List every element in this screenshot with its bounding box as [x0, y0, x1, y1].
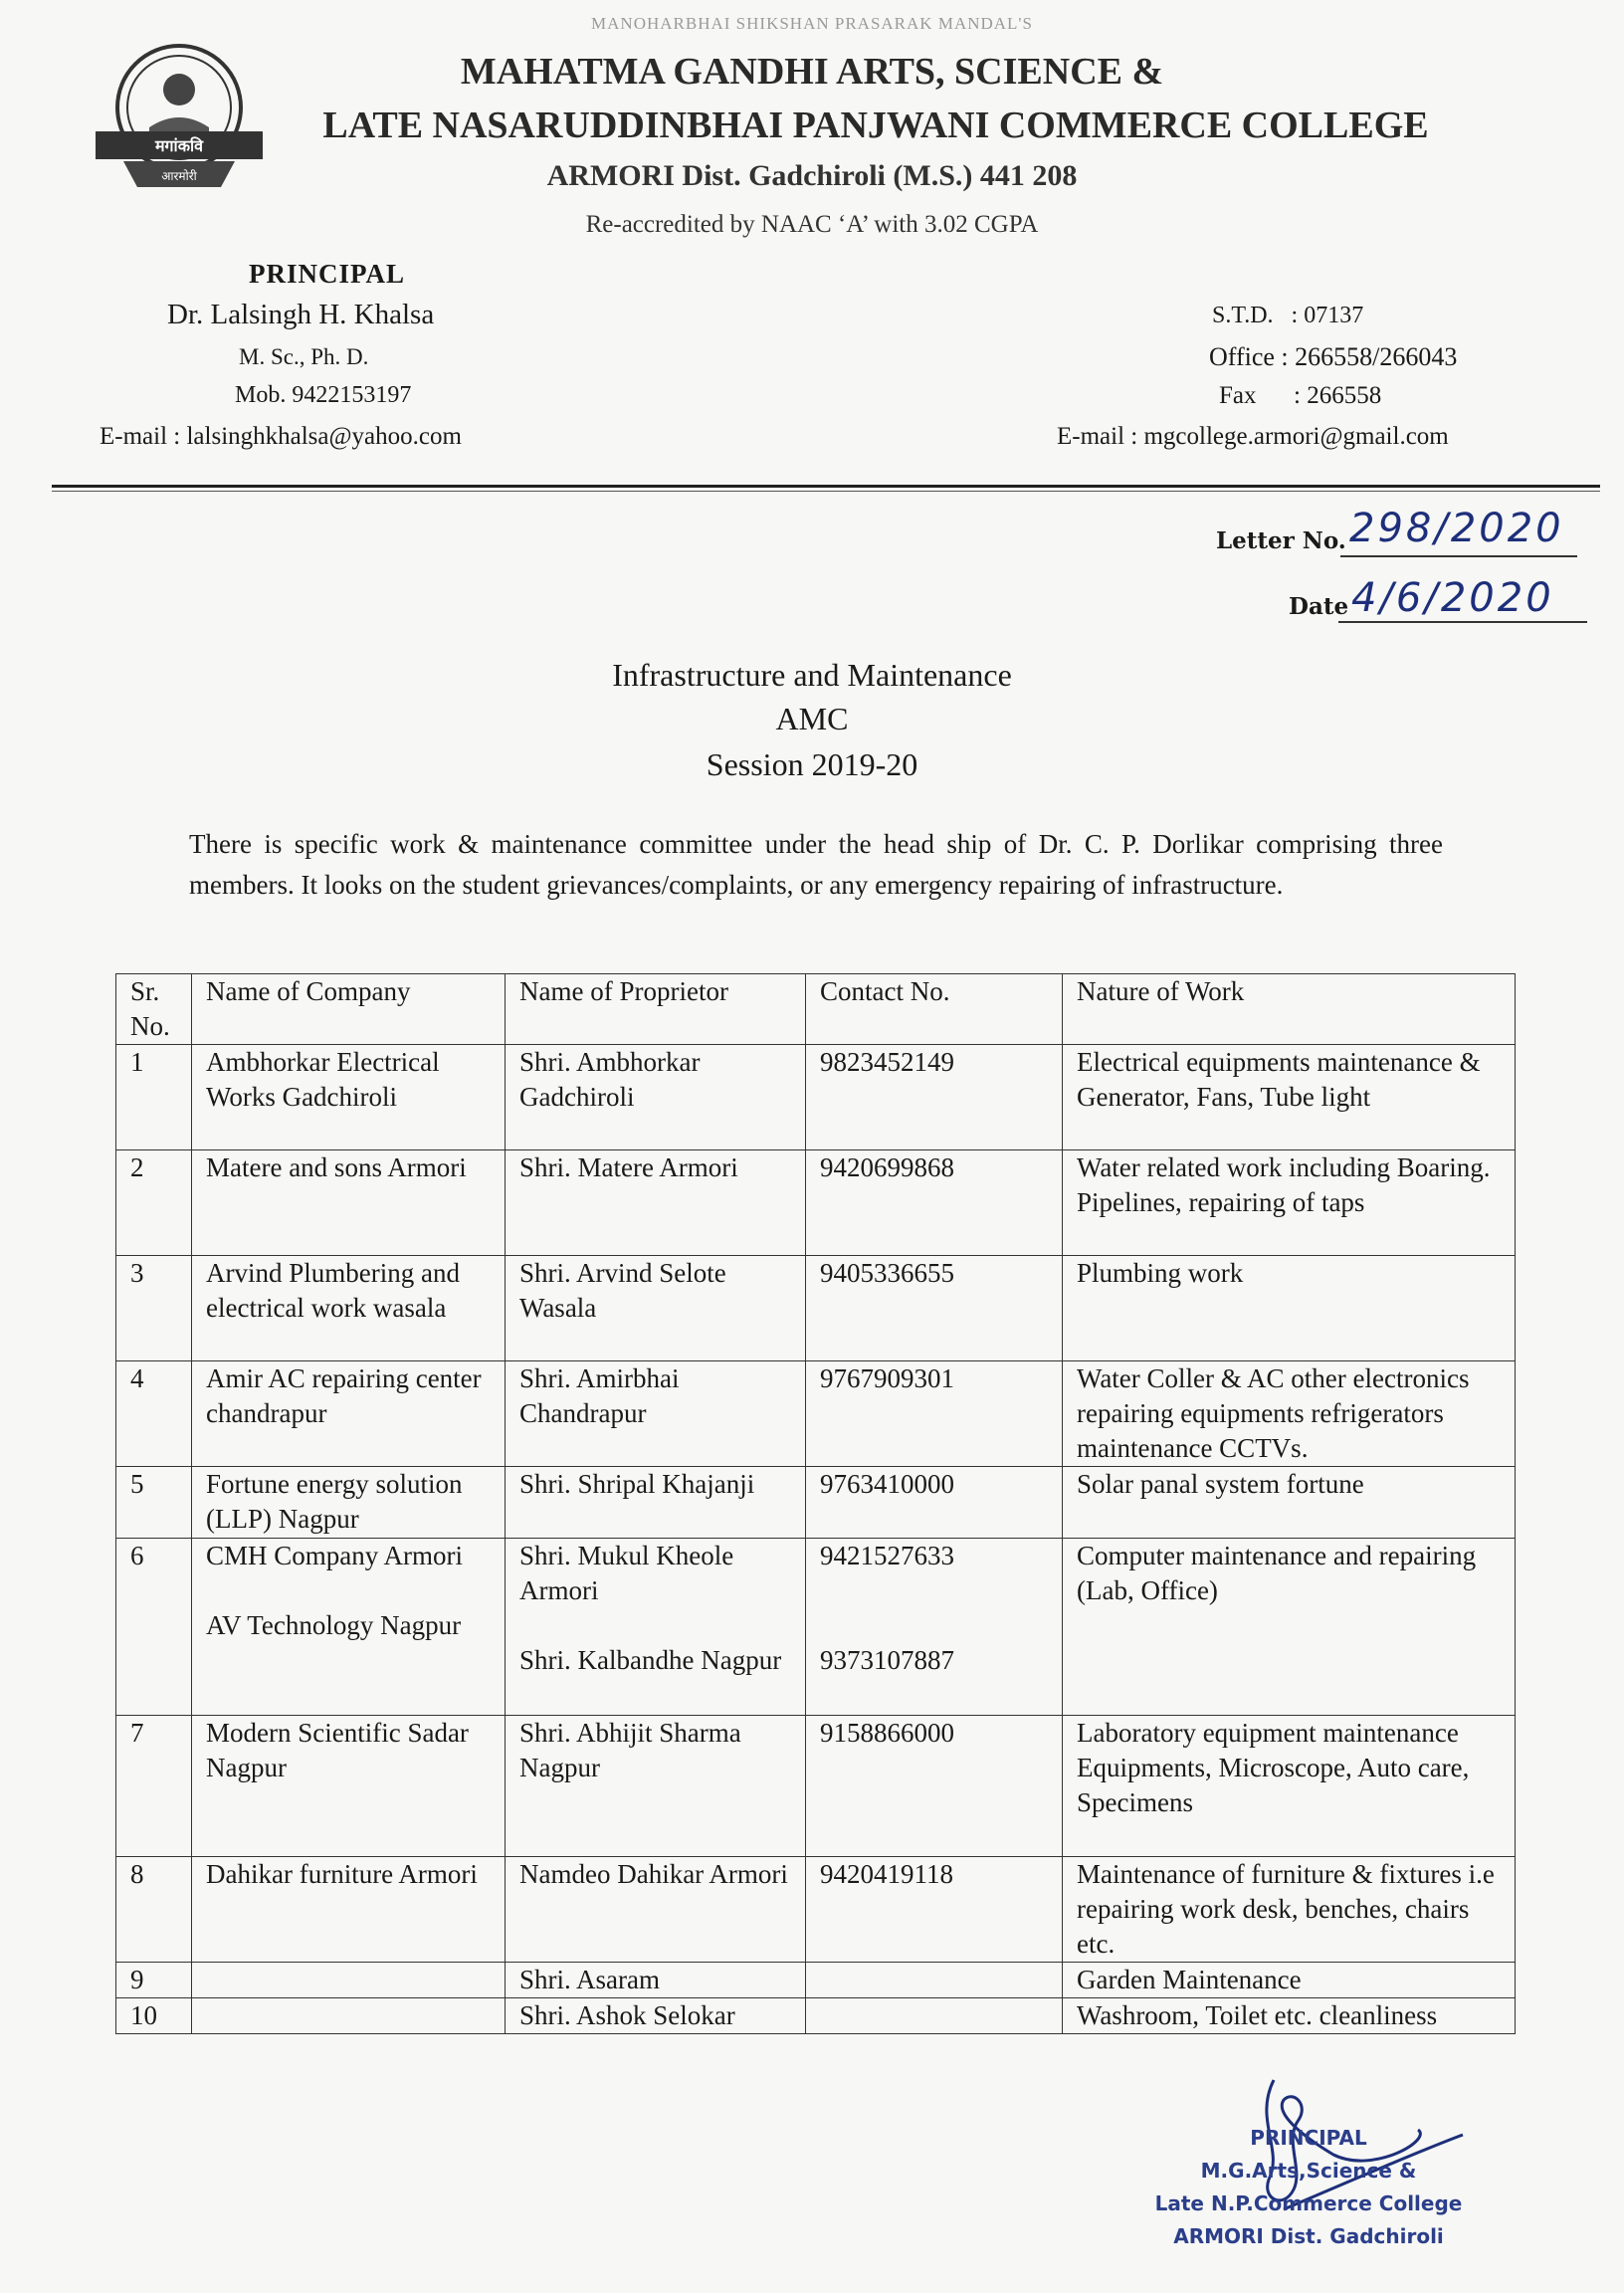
cell-company: Amir AC repairing center chandrapur [192, 1361, 506, 1467]
cell-proprietor: Shri. Ambhorkar Gadchiroli [506, 1045, 806, 1150]
cell-proprietor: Shri. Abhijit Sharma Nagpur [506, 1716, 806, 1857]
cell-work: Water related work including Boaring. Pipelines, repairing of taps [1063, 1150, 1516, 1256]
date-label: Date [1289, 593, 1349, 620]
cell-proprietor: Shri. Asaram [506, 1963, 806, 1998]
cell-contact: 9763410000 [806, 1467, 1063, 1539]
amc-table [115, 973, 1516, 2034]
table-row [116, 1857, 1516, 1963]
fax-number: Fax : 266558 [1219, 382, 1382, 409]
table-row [116, 1361, 1516, 1467]
header-sr-no: Sr. No. [116, 974, 192, 1045]
letter-no-value: 298/2020 [1349, 506, 1564, 551]
cell-sr: 6 [116, 1539, 192, 1716]
college-name-line1: MAHATMA GANDHI ARTS, SCIENCE & [460, 51, 1164, 93]
contact-number-2: 9373107887 [820, 1645, 954, 1675]
cell-sr: 9 [116, 1963, 192, 1998]
principal-mobile: Mob. 9422153197 [235, 382, 412, 408]
cell-contact: 9767909301 [806, 1361, 1063, 1467]
cell-company: Arvind Plumbering and electrical work wasala [192, 1256, 506, 1361]
stamp-line3: Late N.P.Commerce College [1154, 2191, 1463, 2215]
cell-contact [806, 1539, 1063, 1716]
stamp-line2: M.G.Arts,Science & [1200, 2159, 1417, 2183]
college-address: ARMORI Dist. Gadchiroli (M.S.) 441 208 [546, 159, 1078, 192]
contact-number: 9421527633 [820, 1541, 954, 1570]
letter-no-underline [1340, 555, 1577, 557]
cell-work: Solar panal system fortune [1063, 1467, 1516, 1539]
principal-name: Dr. Lalsingh H. Khalsa [167, 299, 435, 330]
table-row [116, 1539, 1516, 1716]
table-row [116, 1256, 1516, 1361]
cell-company: Modern Scientific Sadar Nagpur [192, 1716, 506, 1857]
cell-work: Computer maintenance and repairing (Lab, Office) [1063, 1539, 1516, 1716]
cell-proprietor [506, 1539, 806, 1716]
cell-contact: 9420699868 [806, 1150, 1063, 1256]
college-name-line2: LATE NASARUDDINBHAI PANJWANI COMMERCE COLLEGE [322, 104, 1429, 146]
company-name: CMH Company Armori [206, 1541, 464, 1570]
cell-proprietor: Shri. Matere Armori [506, 1150, 806, 1256]
svg-text:मगांकवि: मगांकवि [154, 136, 204, 155]
cell-sr: 4 [116, 1361, 192, 1467]
cell-company [192, 1539, 506, 1716]
cell-company: Matere and sons Armori [192, 1150, 506, 1256]
cell-sr: 3 [116, 1256, 192, 1361]
principal-stamp [1129, 2122, 1488, 2253]
cell-work: Garden Maintenance [1063, 1963, 1516, 1998]
table-row [116, 1716, 1516, 1857]
cell-sr: 1 [116, 1045, 192, 1150]
cell-proprietor: Shri. Amirbhai Chandrapur [506, 1361, 806, 1467]
cell-contact: 9823452149 [806, 1045, 1063, 1150]
principal-qualification: M. Sc., Ph. D. [239, 344, 369, 369]
header-work: Nature of Work [1063, 974, 1516, 1045]
header-proprietor: Name of Proprietor [506, 974, 806, 1045]
date-value: 4/6/2020 [1351, 575, 1554, 621]
header-contact: Contact No. [806, 974, 1063, 1045]
table-header-row [116, 974, 1516, 1045]
cell-contact: 9158866000 [806, 1716, 1063, 1857]
heading-line2: AMC [775, 701, 849, 736]
cell-work: Laboratory equipment maintenance Equipments, Microscope, Auto care, Specimens [1063, 1716, 1516, 1857]
table-row [116, 1998, 1516, 2034]
intro-paragraph: There is specific work & maintenance committee under the head ship of Dr. C. P. Dorlikar comprising three members. It looks on the student grievances/complaints, or any emergency repairing of infrastructure. [189, 829, 1443, 900]
header-company: Name of Company [192, 974, 506, 1045]
cell-sr: 10 [116, 1998, 192, 2034]
cell-contact: 9405336655 [806, 1256, 1063, 1361]
cell-sr: 7 [116, 1716, 192, 1857]
table-row [116, 1963, 1516, 1998]
cell-sr: 5 [116, 1467, 192, 1539]
cell-company: Dahikar furniture Armori [192, 1857, 506, 1963]
heading-line3: Session 2019-20 [706, 746, 918, 782]
proprietor-name-2: Shri. Kalbandhe Nagpur [519, 1645, 782, 1675]
principal-title: PRINCIPAL [249, 259, 405, 289]
stamp-line1: PRINCIPAL [1250, 2126, 1367, 2150]
svg-text:आरमोरी: आरमोरी [161, 169, 197, 183]
college-email: E-mail : mgcollege.armori@gmail.com [1057, 423, 1449, 450]
cell-contact: 9420419118 [806, 1857, 1063, 1963]
cell-contact [806, 1963, 1063, 1998]
proprietor-name: Shri. Mukul Kheole Armori [519, 1541, 734, 1605]
cell-work: Water Coller & AC other electronics repairing equipments refrigerators maintenance CCTVs. [1063, 1361, 1516, 1467]
company-name-2: AV Technology Nagpur [206, 1610, 462, 1640]
stamp-line4: ARMORI Dist. Gadchiroli [1173, 2224, 1444, 2248]
cell-company [192, 1963, 506, 1998]
table-row [116, 1467, 1516, 1539]
cell-sr: 2 [116, 1150, 192, 1256]
cell-proprietor: Namdeo Dahikar Armori [506, 1857, 806, 1963]
header-divider [52, 485, 1600, 488]
cell-sr: 8 [116, 1857, 192, 1963]
letter-no-label: Letter No. [1216, 527, 1346, 554]
std-code: S.T.D. : 07137 [1212, 303, 1364, 328]
cell-company [192, 1998, 506, 2034]
heading-line1: Infrastructure and Maintenance [612, 657, 1012, 693]
date-underline [1338, 621, 1587, 623]
cell-work: Maintenance of furniture & fixtures i.e repairing work desk, benches, chairs etc. [1063, 1857, 1516, 1963]
cell-work: Electrical equipments maintenance & Generator, Fans, Tube light [1063, 1045, 1516, 1150]
table-row [116, 1045, 1516, 1150]
cell-proprietor: Shri. Arvind Selote Wasala [506, 1256, 806, 1361]
principal-email: E-mail : lalsinghkhalsa@yahoo.com [100, 423, 462, 450]
header-divider-thin [52, 491, 1600, 492]
cell-contact [806, 1998, 1063, 2034]
accreditation: Re-accredited by NAAC ‘A’ with 3.02 CGPA [585, 211, 1039, 238]
cell-company: Ambhorkar Electrical Works Gadchiroli [192, 1045, 506, 1150]
cell-company: Fortune energy solution (LLP) Nagpur [192, 1467, 506, 1539]
cell-work: Plumbing work [1063, 1256, 1516, 1361]
cell-proprietor: Shri. Ashok Selokar [506, 1998, 806, 2034]
cell-proprietor: Shri. Shripal Khajanji [506, 1467, 806, 1539]
trust-name: MANOHARBHAI SHIKSHAN PRASARAK MANDAL'S [591, 14, 1033, 33]
table-row [116, 1150, 1516, 1256]
office-phone: Office : 266558/266043 [1209, 342, 1458, 371]
cell-work: Washroom, Toilet etc. cleanliness [1063, 1998, 1516, 2034]
